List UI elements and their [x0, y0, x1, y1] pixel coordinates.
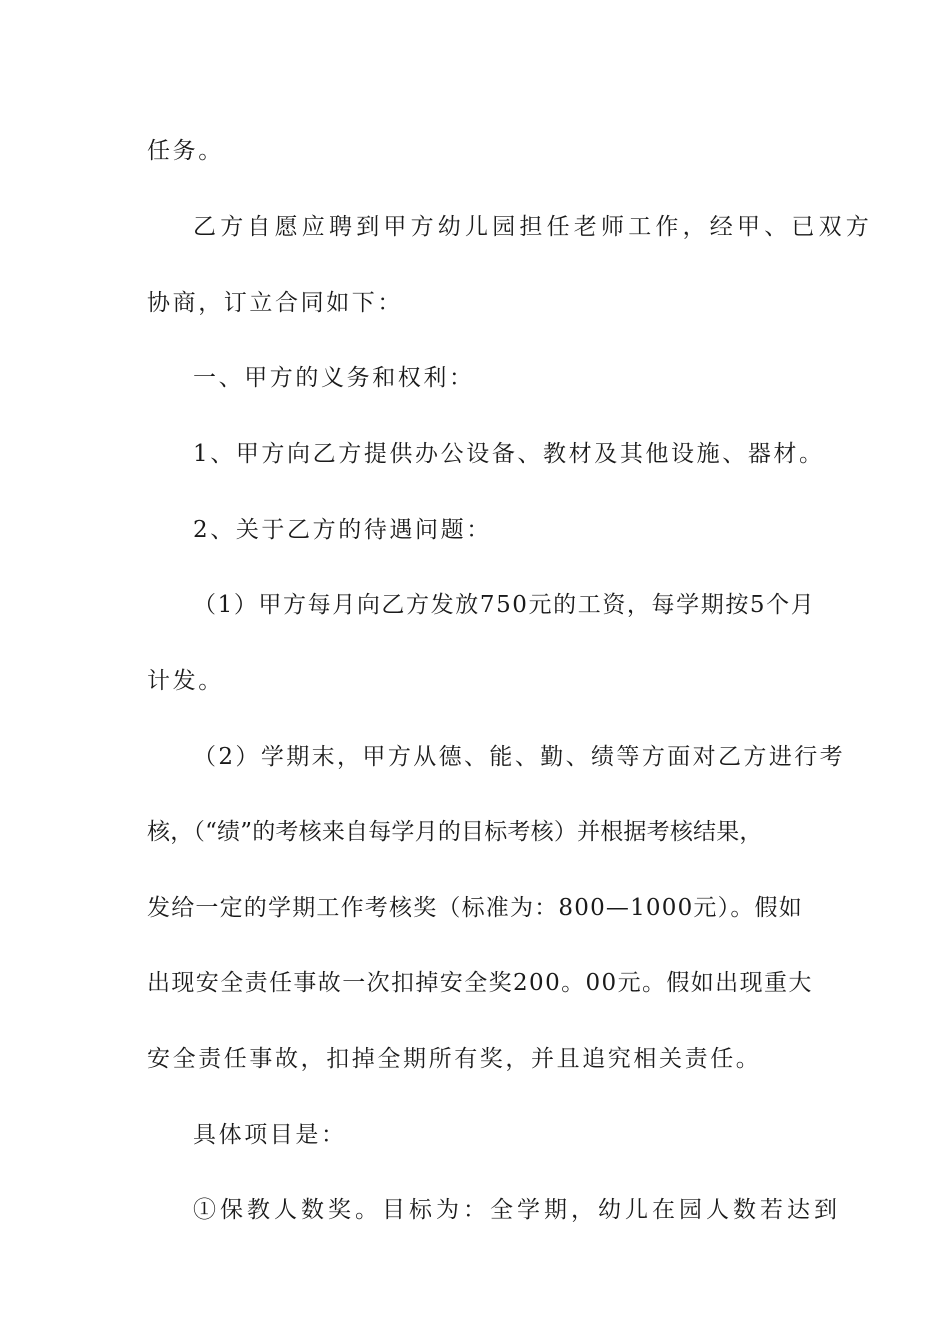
text-line: 2、关于乙方的待遇问题：: [193, 517, 492, 543]
text-line: 具体项目是：: [193, 1122, 347, 1148]
text-line: 任务。: [147, 138, 224, 164]
text-line: （2）学期末，甲方从德、能、勤、绩等方面对乙方进行考: [193, 744, 846, 770]
text-line: 1、甲方向乙方提供办公设备、教材及其他设施、器材。: [193, 441, 825, 467]
text-line: 协商，订立合同如下：: [147, 290, 403, 316]
text-line: 安全责任事故，扣掉全期所有奖，并且追究相关责任。: [147, 1046, 762, 1072]
text-line: 乙方自愿应聘到甲方幼儿园担任老师工作，经甲、已双方: [193, 214, 873, 240]
text-line: 出现安全责任事故一次扣掉安全奖200。00元。假如出现重大: [147, 970, 813, 996]
text-line: （1）甲方每月向乙方发放750元的工资，每学期按5个月: [193, 592, 816, 618]
text-line: 计发。: [147, 668, 224, 694]
section-heading: 一、甲方的义务和权利：: [193, 365, 475, 391]
text-line: 核，（“绩”的考核来自每学月的目标考核）并根据考核结果，: [147, 819, 763, 845]
text-line: 发给一定的学期工作考核奖（标准为：800—1000元）。假如: [147, 895, 803, 921]
text-line: ①保教人数奖。目标为：全学期，幼儿在园人数若达到: [193, 1197, 841, 1223]
